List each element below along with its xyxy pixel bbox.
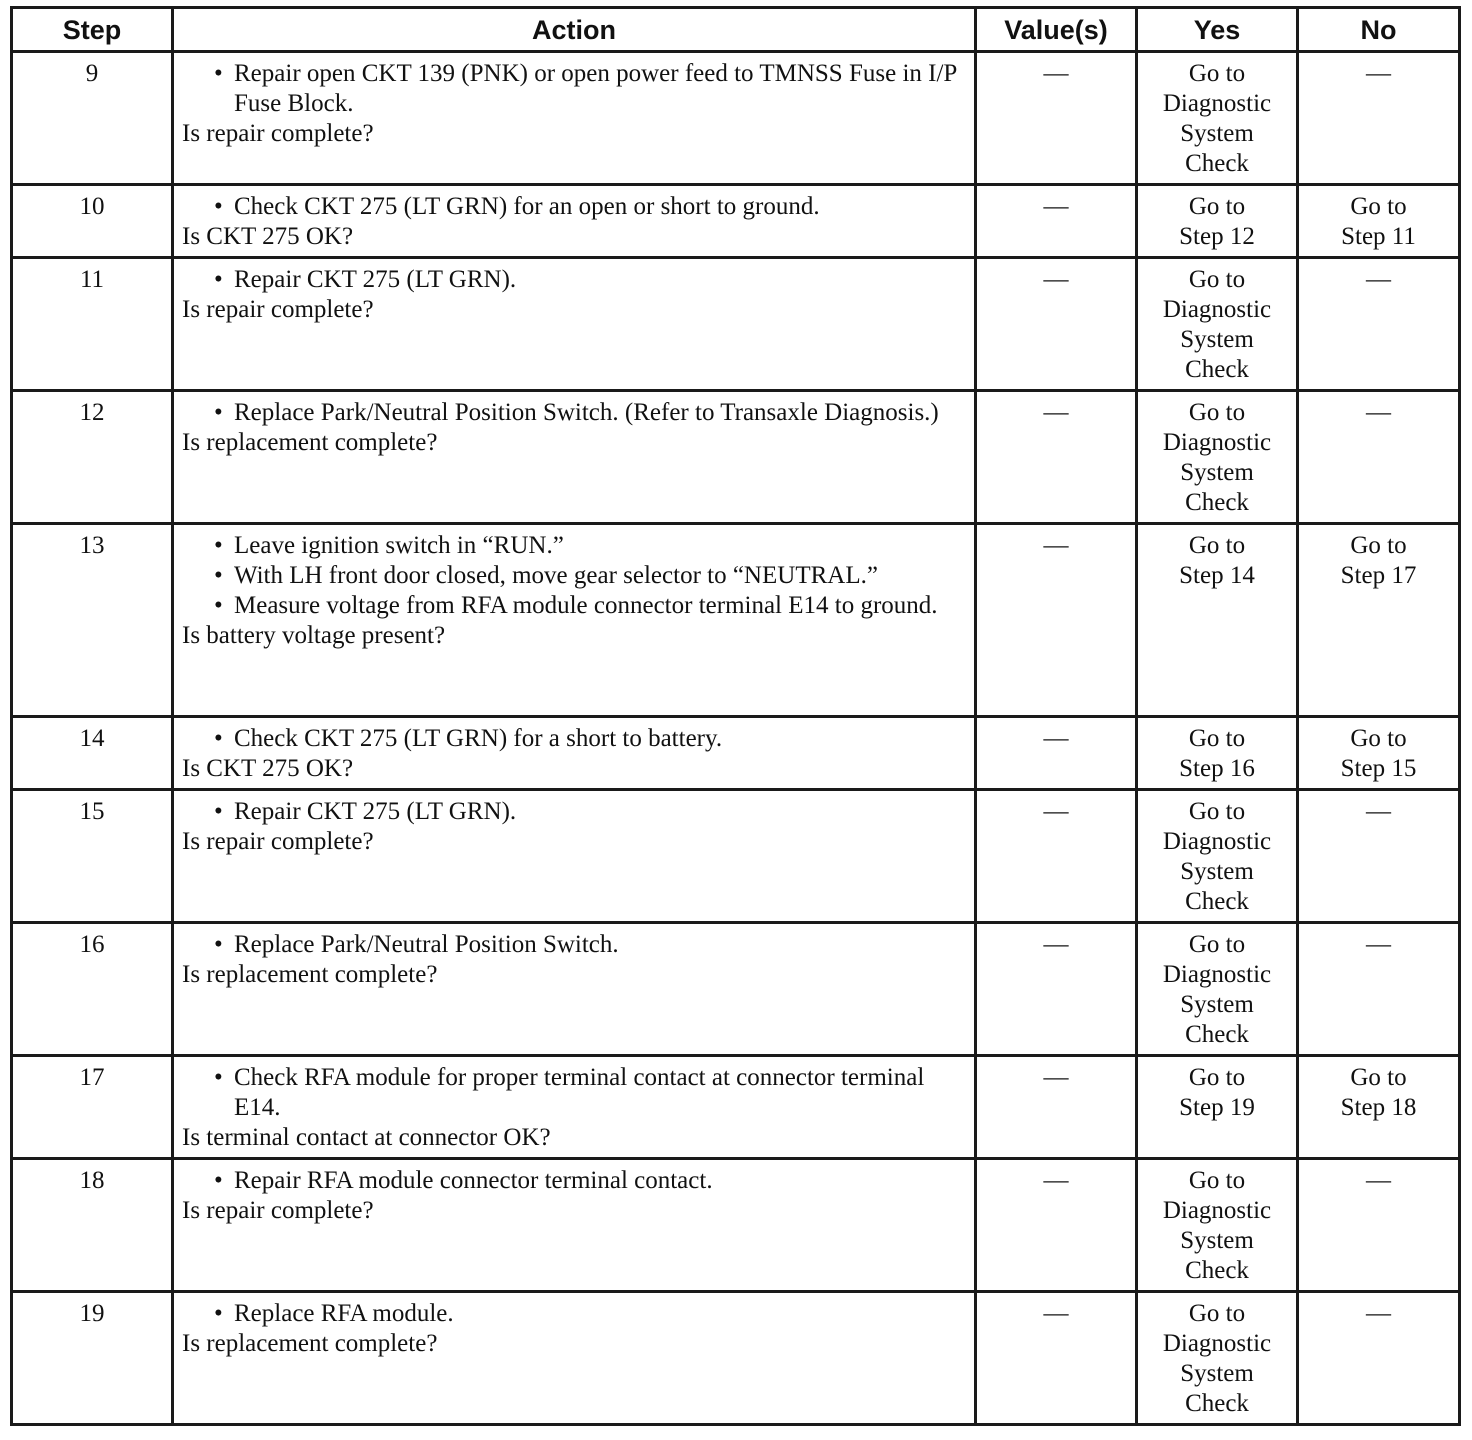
- yes-line: Check: [1185, 489, 1249, 516]
- yes-line: Check: [1185, 1390, 1249, 1417]
- step-number: 11: [12, 258, 173, 391]
- value-cell: —: [976, 717, 1137, 790]
- no-line: Go to: [1350, 532, 1407, 559]
- action-question: Is repair complete?: [182, 296, 374, 323]
- yes-cell: [1137, 923, 1298, 1056]
- no-cell: [1298, 258, 1460, 391]
- header-no: No: [1298, 8, 1460, 52]
- yes-line: Check: [1185, 1257, 1249, 1284]
- yes-line: Go to: [1188, 1167, 1246, 1194]
- no-cell: [1298, 1056, 1460, 1159]
- yes-cell: [1137, 258, 1298, 391]
- yes-line: Check: [1185, 888, 1249, 915]
- no-line: Go to: [1350, 725, 1407, 752]
- yes-line: Diagnostic: [1162, 961, 1272, 988]
- action-bullet: • Measure voltage from RFA module connector terminal E14 to ground.: [214, 591, 970, 621]
- yes-line: Go to: [1188, 399, 1246, 426]
- no-line: —: [1366, 60, 1391, 87]
- yes-line: System: [1180, 1360, 1254, 1387]
- no-line: —: [1366, 931, 1391, 958]
- yes-line: Go to: [1188, 60, 1246, 87]
- table-row: [12, 391, 1460, 524]
- action-bullet: • Replace Park/Neutral Position Switch.: [214, 930, 970, 960]
- yes-line: Go to: [1188, 532, 1246, 559]
- yes-line: Go to: [1188, 193, 1246, 220]
- value-cell: —: [976, 52, 1137, 185]
- table-body: [12, 52, 1460, 1425]
- step-number: 17: [12, 1056, 173, 1159]
- action-bullet-list: [178, 265, 970, 295]
- yes-line: Diagnostic: [1162, 1197, 1272, 1224]
- no-cell: [1298, 1292, 1460, 1425]
- action-question: Is replacement complete?: [182, 961, 438, 988]
- yes-line: Diagnostic: [1162, 429, 1272, 456]
- header-row: [12, 8, 1460, 52]
- table-row: [12, 1159, 1460, 1292]
- yes-line: Check: [1185, 356, 1249, 383]
- yes-line: Go to: [1188, 1064, 1246, 1091]
- step-number: 13: [12, 524, 173, 717]
- step-number: 12: [12, 391, 173, 524]
- action-question: Is CKT 275 OK?: [182, 223, 354, 250]
- yes-cell: [1137, 391, 1298, 524]
- header-values: Value(s): [976, 8, 1137, 52]
- yes-cell: [1137, 185, 1298, 258]
- yes-line: Step 12: [1179, 223, 1255, 250]
- action-question: Is replacement complete?: [182, 1330, 438, 1357]
- yes-line: Go to: [1188, 725, 1246, 752]
- action-question: Is CKT 275 OK?: [182, 755, 354, 782]
- action-cell: [173, 185, 976, 258]
- yes-line: Diagnostic: [1162, 1330, 1272, 1357]
- yes-line: Go to: [1188, 1300, 1246, 1327]
- yes-line: Check: [1185, 1021, 1249, 1048]
- yes-line: Diagnostic: [1162, 828, 1272, 855]
- step-number: 16: [12, 923, 173, 1056]
- step-number: 10: [12, 185, 173, 258]
- action-question: Is terminal contact at connector OK?: [182, 1124, 551, 1151]
- step-number: 14: [12, 717, 173, 790]
- yes-line: Step 19: [1179, 1094, 1255, 1121]
- yes-line: System: [1180, 459, 1254, 486]
- action-cell: [173, 524, 976, 717]
- yes-line: Step 14: [1179, 562, 1255, 589]
- yes-line: Diagnostic: [1162, 296, 1272, 323]
- yes-line: System: [1180, 120, 1254, 147]
- action-question: Is repair complete?: [182, 120, 374, 147]
- value-cell: —: [976, 258, 1137, 391]
- action-cell: [173, 1056, 976, 1159]
- header-step: Step: [12, 8, 173, 52]
- no-cell: [1298, 52, 1460, 185]
- action-bullet-list: [178, 797, 970, 827]
- table-row: [12, 258, 1460, 391]
- action-bullet-list: [178, 1063, 970, 1123]
- action-cell: [173, 790, 976, 923]
- action-bullet: • Repair RFA module connector terminal contact.: [214, 1166, 970, 1196]
- no-cell: [1298, 717, 1460, 790]
- value-cell: —: [976, 790, 1137, 923]
- action-bullet-list: [178, 398, 970, 428]
- action-cell: [173, 1159, 976, 1292]
- action-cell: [173, 923, 976, 1056]
- yes-cell: [1137, 717, 1298, 790]
- action-cell: [173, 717, 976, 790]
- action-bullet: • Check CKT 275 (LT GRN) for a short to battery.: [214, 724, 970, 754]
- action-bullet-list: [178, 1299, 970, 1329]
- action-cell: [173, 1292, 976, 1425]
- step-number: 9: [12, 52, 173, 185]
- action-bullet: • Leave ignition switch in “RUN.”: [214, 531, 970, 561]
- yes-cell: [1137, 1292, 1298, 1425]
- no-line: Step 18: [1340, 1094, 1417, 1121]
- table-row: [12, 717, 1460, 790]
- action-bullet-list: [178, 1166, 970, 1196]
- value-cell: —: [976, 1159, 1137, 1292]
- action-question: Is repair complete?: [182, 828, 374, 855]
- action-bullet-list: [178, 59, 970, 119]
- value-cell: —: [976, 923, 1137, 1056]
- action-bullet: • Replace RFA module.: [214, 1299, 970, 1329]
- yes-cell: [1137, 524, 1298, 717]
- yes-line: Go to: [1188, 266, 1246, 293]
- action-bullet: • Repair CKT 275 (LT GRN).: [214, 797, 970, 827]
- yes-line: System: [1180, 1227, 1254, 1254]
- yes-line: Step 16: [1179, 755, 1255, 782]
- header-action: Action: [173, 8, 976, 52]
- no-line: —: [1366, 1167, 1391, 1194]
- yes-line: Diagnostic: [1162, 90, 1272, 117]
- no-cell: [1298, 524, 1460, 717]
- no-line: Step 15: [1340, 755, 1417, 782]
- action-bullet: • Check RFA module for proper terminal contact at connector terminal E14.: [214, 1063, 970, 1123]
- table-row: [12, 923, 1460, 1056]
- action-cell: [173, 391, 976, 524]
- yes-line: System: [1180, 326, 1254, 353]
- step-number: 19: [12, 1292, 173, 1425]
- no-cell: [1298, 391, 1460, 524]
- action-bullet-list: [178, 531, 970, 621]
- no-cell: [1298, 923, 1460, 1056]
- step-number: 15: [12, 790, 173, 923]
- yes-line: System: [1180, 991, 1254, 1018]
- no-line: Step 17: [1340, 562, 1417, 589]
- value-cell: —: [976, 524, 1137, 717]
- no-line: —: [1366, 1300, 1391, 1327]
- no-line: Go to: [1350, 193, 1407, 220]
- no-line: —: [1366, 399, 1391, 426]
- table-row: [12, 790, 1460, 923]
- action-cell: [173, 258, 976, 391]
- yes-cell: [1137, 1056, 1298, 1159]
- value-cell: —: [976, 185, 1137, 258]
- yes-cell: [1137, 790, 1298, 923]
- action-bullet-list: [178, 930, 970, 960]
- yes-line: Go to: [1188, 798, 1246, 825]
- table-row: [12, 1292, 1460, 1425]
- action-bullet-list: [178, 192, 970, 222]
- action-bullet: • With LH front door closed, move gear selector to “NEUTRAL.”: [214, 561, 970, 591]
- no-line: Go to: [1350, 1064, 1407, 1091]
- value-cell: —: [976, 1292, 1137, 1425]
- no-cell: [1298, 185, 1460, 258]
- action-bullet-list: [178, 724, 970, 754]
- no-line: —: [1366, 266, 1391, 293]
- yes-line: Check: [1185, 150, 1249, 177]
- yes-cell: [1137, 52, 1298, 185]
- header-yes: Yes: [1137, 8, 1298, 52]
- action-bullet: • Repair open CKT 139 (PNK) or open power feed to TMNSS Fuse in I/P Fuse Block.: [214, 59, 970, 119]
- table-row: [12, 1056, 1460, 1159]
- value-cell: —: [976, 391, 1137, 524]
- action-cell: [173, 52, 976, 185]
- no-cell: [1298, 790, 1460, 923]
- yes-line: Go to: [1188, 931, 1246, 958]
- action-question: Is battery voltage present?: [182, 622, 446, 649]
- table-row: [12, 185, 1460, 258]
- no-line: Step 11: [1341, 223, 1416, 250]
- action-bullet: • Repair CKT 275 (LT GRN).: [214, 265, 970, 295]
- action-question: Is repair complete?: [182, 1197, 374, 1224]
- table-row: [12, 52, 1460, 185]
- yes-line: System: [1180, 858, 1254, 885]
- diagnostic-table: [10, 6, 1461, 1426]
- action-bullet: • Check CKT 275 (LT GRN) for an open or short to ground.: [214, 192, 970, 222]
- no-cell: [1298, 1159, 1460, 1292]
- yes-cell: [1137, 1159, 1298, 1292]
- step-number: 18: [12, 1159, 173, 1292]
- action-bullet: • Replace Park/Neutral Position Switch. (Refer to Transaxle Diagnosis.): [214, 398, 970, 428]
- value-cell: —: [976, 1056, 1137, 1159]
- table-row: [12, 524, 1460, 717]
- no-line: —: [1366, 798, 1391, 825]
- action-question: Is replacement complete?: [182, 429, 438, 456]
